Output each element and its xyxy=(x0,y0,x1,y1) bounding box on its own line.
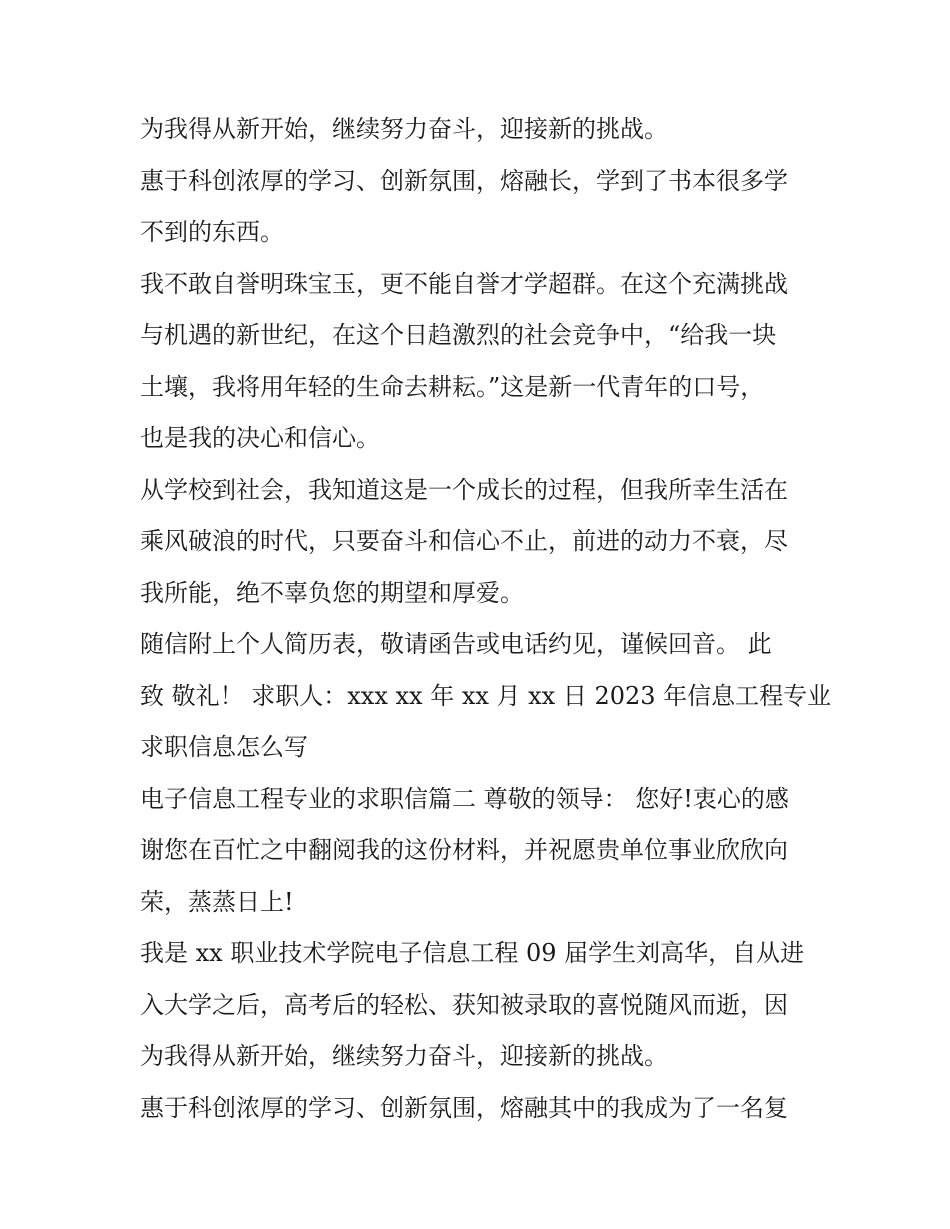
body-line-17: 我是 xx 职业技术学院电子信息工程 09 届学生刘高华，自从进 xyxy=(140,939,805,967)
body-line-8: 从学校到社会，我知道这是一个成长的过程，但我所幸生活在 xyxy=(140,475,788,504)
body-line-20: 惠于科创浓厚的学习、创新氛围，熔融其中的我成为了一名复 xyxy=(140,1093,788,1122)
body-line-12: 致 敬礼！ 求职人：xxx xx 年 xx 月 xx 日 2023 年信息工程专业 xyxy=(140,681,832,710)
body-line-6: 土壤，我将用年轻的生命去耕耘。”这是新一代青年的口号， xyxy=(140,372,765,401)
body-line-2: 惠于科创浓厚的学习、创新氛围，熔融长，学到了书本很多学 xyxy=(140,166,788,195)
body-line-11: 随信附上个人简历表，敬请函告或电话约见，谨候回音。 此 xyxy=(140,630,772,658)
body-line-3: 不到的东西。 xyxy=(140,218,284,246)
body-line-9: 乘风破浪的时代，只要奋斗和信心不止，前进的动力不衰，尽 xyxy=(140,527,788,555)
body-line-16: 荣，蒸蒸日上! xyxy=(140,887,294,916)
body-line-5: 与机遇的新世纪，在这个日趋激烈的社会竞争中，“给我一块 xyxy=(140,321,777,349)
body-line-1: 为我得从新开始，继续努力奋斗，迎接新的挑战。 xyxy=(140,115,668,143)
body-line-14: 电子信息工程专业的求职信篇二 尊敬的领导： 您好!衷心的感 xyxy=(140,784,789,813)
body-line-13: 求职信息怎么写 xyxy=(140,733,308,761)
body-line-7: 也是我的决心和信心。 xyxy=(140,424,380,452)
body-line-4: 我不敢自誉明珠宝玉，更不能自誉才学超群。在这个充满挑战 xyxy=(140,269,788,298)
body-line-10: 我所能，绝不辜负您的期望和厚爱。 xyxy=(140,578,524,607)
document-body xyxy=(140,104,830,1134)
body-line-18: 入大学之后，高考后的轻松、获知被录取的喜悦随风而逝，因 xyxy=(140,990,788,1019)
body-line-15: 谢您在百忙之中翻阅我的这份材料，并祝愿贵单位事业欣欣向 xyxy=(140,836,788,864)
body-line-19: 为我得从新开始，继续努力奋斗，迎接新的挑战。 xyxy=(140,1042,668,1070)
